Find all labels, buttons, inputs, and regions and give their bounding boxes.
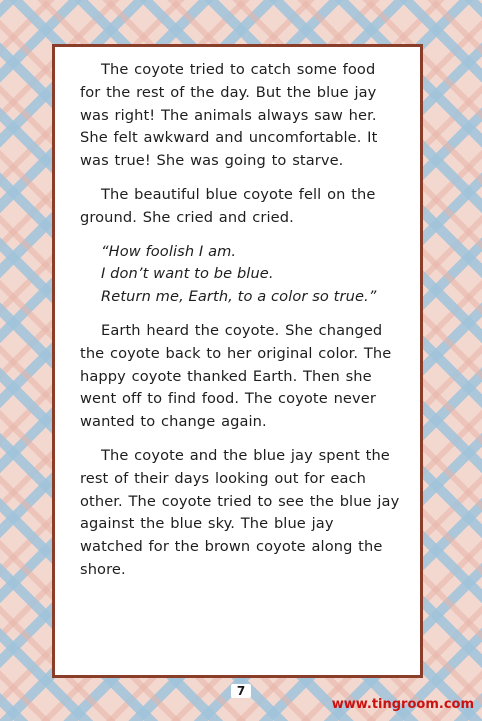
coyote-verse [80,241,400,309]
story-text [80,59,400,593]
verse-line-1: “How foolish I am. [101,242,237,260]
verse-line-3: Return me, Earth, to a color so true.” [101,288,377,306]
watermark-link[interactable]: www.tingroom.com [331,697,474,712]
verse-line-2: I don’t want to be blue. [101,265,274,283]
paragraph-1: The coyote tried to catch some food for the rest of the day. But the blue jay was right! The animals always saw her. She felt awkward and uncomfortable. It was true! She was going to starve. [80,61,378,170]
paragraph-3: Earth heard the coyote. She changed the coyote back to her original color. The happy coyote thanked Earth. Then she went off to find food. The coyote never wanted to change again. [80,321,392,431]
page-number [0,684,482,698]
story-page [52,44,423,678]
paragraph-4: The coyote and the blue jay spent the rest of their days looking out for each other. The coyote tried to see the blue jay against the blue sky. The blue jay watched for the brown coyote along the shore. [80,446,400,578]
paragraph-2: The beautiful blue coyote fell on the ground. She cried and cried. [80,185,376,226]
page-number-label: 7 [231,684,251,698]
